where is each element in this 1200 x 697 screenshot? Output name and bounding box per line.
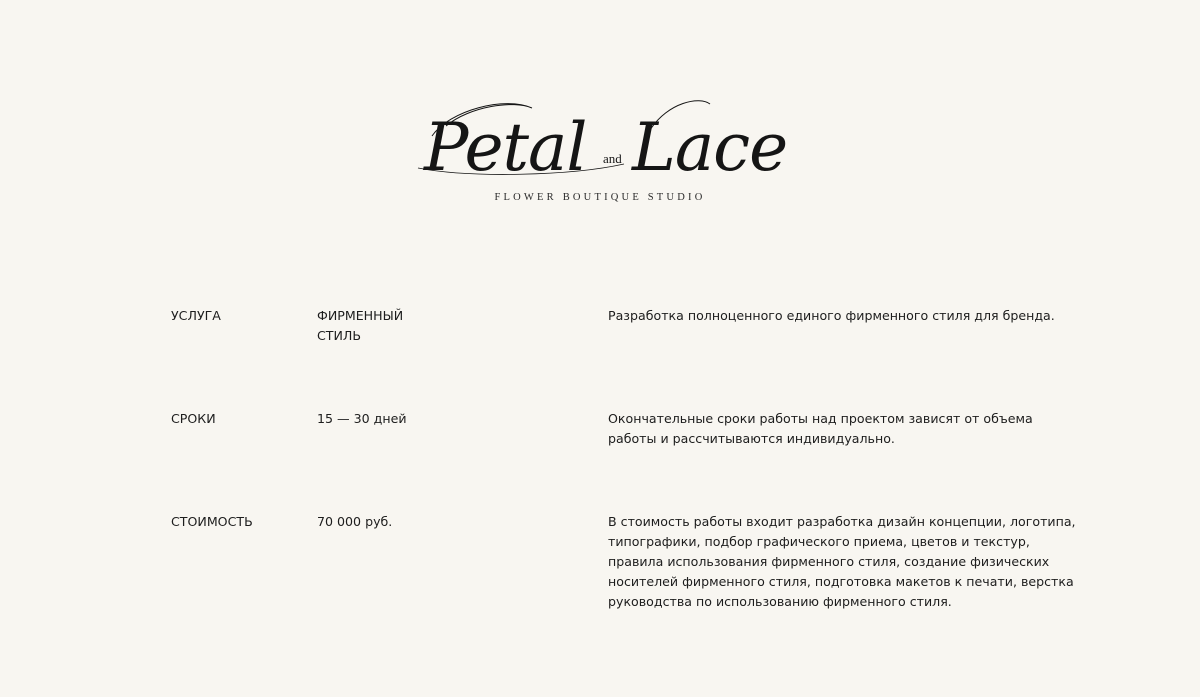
- row-description-line: типографики, подбор графического приема, цветов и текстур,: [608, 534, 1030, 549]
- row-description-line: носителей фирменного стиля, подготовка макетов к печати, верстка: [608, 574, 1074, 589]
- row-value-line: СТИЛЬ: [317, 328, 362, 343]
- row-label: СТОИМОСТЬ: [171, 514, 253, 529]
- row-description-line: Разработка полноценного единого фирменного стиля для бренда.: [608, 308, 1055, 323]
- row-value: [317, 306, 437, 346]
- row-description-line: руководства по использованию фирменного стиля.: [608, 594, 952, 609]
- row-description-line: правила использования фирменного стиля, создание физических: [608, 554, 1050, 569]
- brand-wordmark: [410, 92, 790, 192]
- row-value-line: 70 000 руб.: [317, 514, 393, 529]
- row-description: [608, 409, 1048, 449]
- brand-name-left: Petal: [424, 109, 587, 186]
- brand-name-and: and: [603, 151, 622, 166]
- brand-name-right: Lace: [632, 109, 788, 186]
- row-description-line: работы и рассчитываются индивидуально.: [608, 431, 895, 446]
- row-description: [608, 306, 1055, 326]
- row-description: [608, 512, 1076, 612]
- row-label: СРОКИ: [171, 411, 216, 426]
- row-value: [317, 409, 437, 429]
- row-label: УСЛУГА: [171, 308, 221, 323]
- row-description-line: В стоимость работы входит разработка дизайн концепции, логотипа,: [608, 514, 1076, 529]
- row-description-line: Окончательные сроки работы над проектом зависят от объема: [608, 411, 1033, 426]
- row-value-line: ФИРМЕННЫЙ: [317, 308, 404, 323]
- brand-tagline: FLOWER BOUTIQUE STUDIO: [494, 192, 706, 203]
- row-value-line: 15 — 30 дней: [317, 411, 407, 426]
- brand-logo: [410, 92, 790, 212]
- row-value: [317, 512, 437, 532]
